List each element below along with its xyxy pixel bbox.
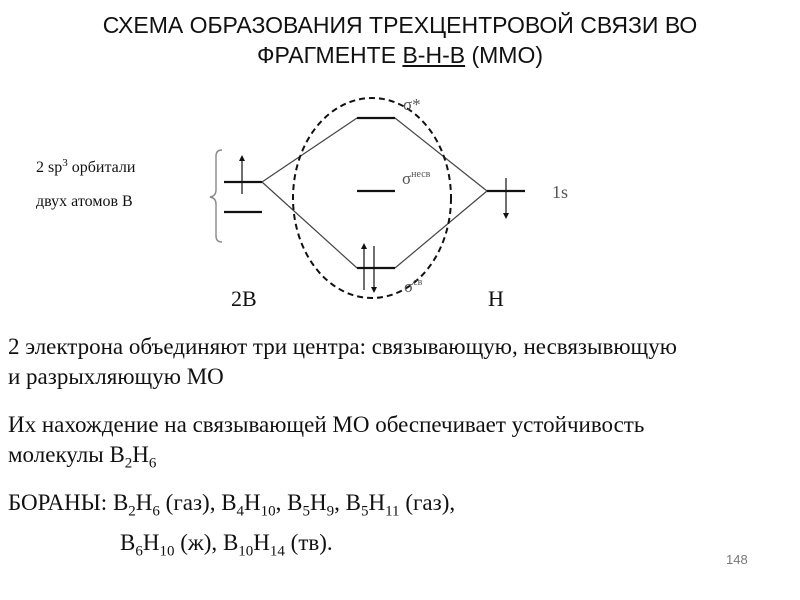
formula-b6h10: $В_6Н_{10}$ (ж), bbox=[120, 530, 223, 560]
title-line-1: СХЕМА ОБРАЗОВАНИЯ ТРЕХЦЕНТРОВОЙ СВЯЗИ ВО bbox=[102, 12, 698, 38]
left-brace-icon bbox=[210, 150, 222, 242]
title-prefix: ФРАГМЕНТЕ bbox=[257, 42, 403, 68]
sigma-nonbonding-label: $\sigma^{несв}$ bbox=[402, 169, 431, 188]
formula-b10h14: $В_{10}Н_{14}$ (тв). bbox=[222, 530, 333, 560]
formula-b4h10: $В_4Н_{10}$, bbox=[221, 490, 288, 520]
correlation-line bbox=[262, 118, 357, 182]
formula-b2h6: $В_2Н_6$ (газ), bbox=[112, 490, 222, 520]
title-fragment: В-Н-В bbox=[402, 42, 466, 68]
paragraph-2-line-2: молекулы $В_2Н_6$ bbox=[8, 442, 157, 472]
atom-right-label: Н bbox=[488, 286, 504, 311]
paragraph-2-line-1: Их нахождение на связывающей МО обеспечивает устойчивость bbox=[8, 412, 645, 437]
paragraph-1-line-2: и разрыхляющую МО bbox=[8, 364, 224, 389]
boranes-line-2 bbox=[120, 528, 333, 558]
formula-b5h9: $В_5Н_9$, bbox=[287, 490, 346, 520]
paragraph-1-line-1: 2 электрона объединяют три центра: связывающую, несвязывющую bbox=[8, 334, 677, 359]
boranes-line bbox=[8, 488, 793, 518]
sigma-bonding-label: $\sigma^{св}$ bbox=[404, 277, 423, 296]
left-label-line-1: 2 $sp^3$ орбитали bbox=[36, 157, 136, 176]
h-1s-label: 1s bbox=[552, 182, 569, 202]
atom-left-label: 2В bbox=[231, 286, 257, 311]
correlation-line bbox=[262, 182, 357, 268]
sigma-star-label: σ* bbox=[403, 95, 421, 114]
page-number: 148 bbox=[726, 552, 748, 567]
correlation-line bbox=[395, 191, 487, 268]
title-suffix: (ММО) bbox=[465, 42, 543, 68]
paragraph-stability bbox=[8, 410, 793, 470]
paragraph-three-center bbox=[8, 332, 793, 392]
boranes-label: БОРАНЫ: bbox=[8, 490, 113, 515]
formula-b5h11: $В_5Н_{11}$ (газ), bbox=[345, 490, 456, 520]
left-label-line-2: двух атомов В bbox=[36, 193, 133, 210]
